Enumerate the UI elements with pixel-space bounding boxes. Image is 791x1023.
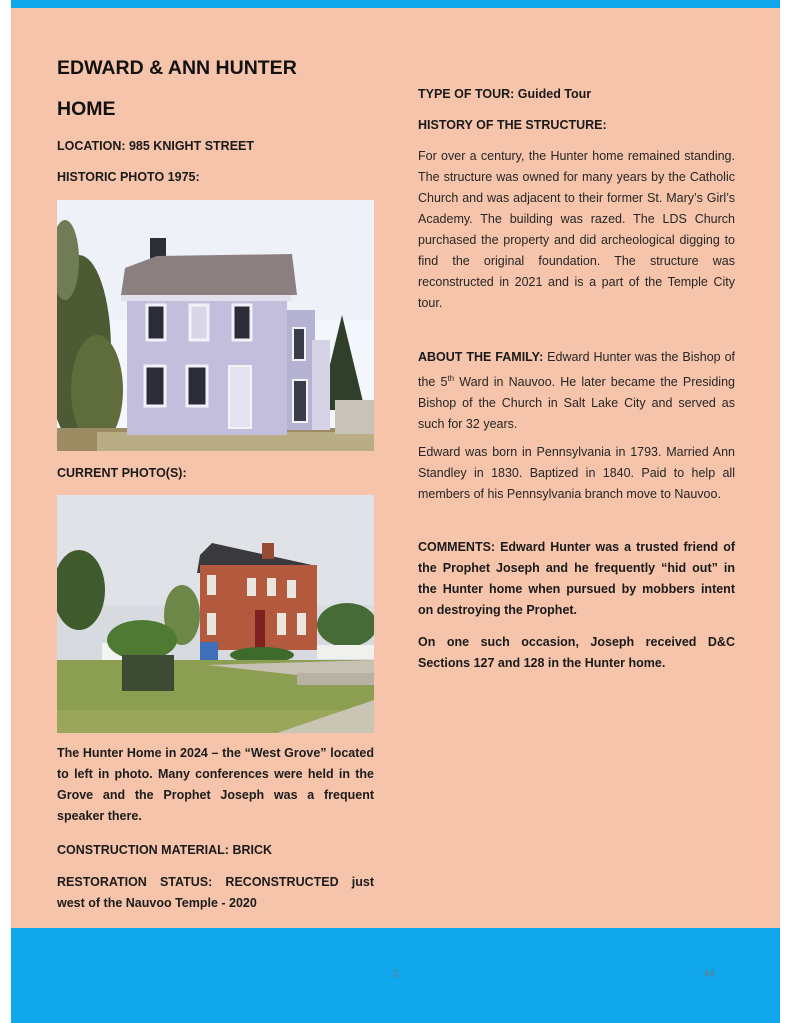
construction-material: CONSTRUCTION MATERIAL: BRICK [57, 843, 273, 857]
title-line-1: EDWARD & ANN HUNTER [57, 57, 297, 79]
family-text-1: Edward Hunter was the Bishop of the 5 [418, 350, 735, 390]
photo-caption: The Hunter Home in 2024 – the “West Grove” located to left in photo. Many conferences were held in the Grove and the Prophet Joseph was a frequent speaker there. [57, 746, 374, 823]
family-text-2: Ward in Nauvoo. He later became the Presiding Bishop of the Church in Salt Lake City and served as such for 32 years. [418, 375, 735, 432]
page-number-left: 3 [392, 968, 399, 980]
family-text-sup: th [447, 374, 455, 383]
historic-photo-label: HISTORIC PHOTO 1975: [57, 170, 200, 184]
history-text: For over a century, the Hunter home remained standing. The structure was owned for many years by the Catholic Church and was adjacent to their former St. Mary’s Girl’s Academy. The building was razed. The LDS Church purchased the property and did archeological digging to find the original foundation. The structure was reconstructed in 2021 and is a part of the Temple City tour. [418, 149, 735, 310]
page-number-right: 44 [703, 968, 716, 980]
location-label: LOCATION: 985 KNIGHT STREET [57, 139, 255, 153]
edward-biography: Edward was born in Pennsylvania in 1793. Married Ann Standley in 1830. Baptized in 1840. Paid to help all members of his Pennsylvania branch move to Nauvoo. [418, 445, 735, 501]
current-photo [57, 495, 374, 733]
tour-type: TYPE OF TOUR: Guided Tour [418, 87, 592, 101]
historic-photo [57, 200, 374, 451]
restoration-status: RESTORATION STATUS: RECONSTRUCTED just west of the Nauvoo Temple - 2020 [57, 875, 374, 910]
family-heading: ABOUT THE FAMILY: [418, 350, 544, 364]
history-heading: HISTORY OF THE STRUCTURE: [418, 118, 607, 132]
page-title [57, 56, 297, 121]
current-photo-label: CURRENT PHOTO(S): [57, 466, 187, 480]
top-accent-bar [11, 0, 780, 8]
occasion-text: On one such occasion, Joseph received D&C Sections 127 and 128 in the Hunter home. [418, 635, 735, 670]
family-paragraph [418, 347, 735, 435]
title-line-2: HOME [57, 98, 116, 120]
comments-text: COMMENTS: Edward Hunter was a trusted friend of the Prophet Joseph and he frequently “hid out” in the Hunter home when pursued by mobbers intent on destroying the Prophet. [418, 540, 735, 617]
